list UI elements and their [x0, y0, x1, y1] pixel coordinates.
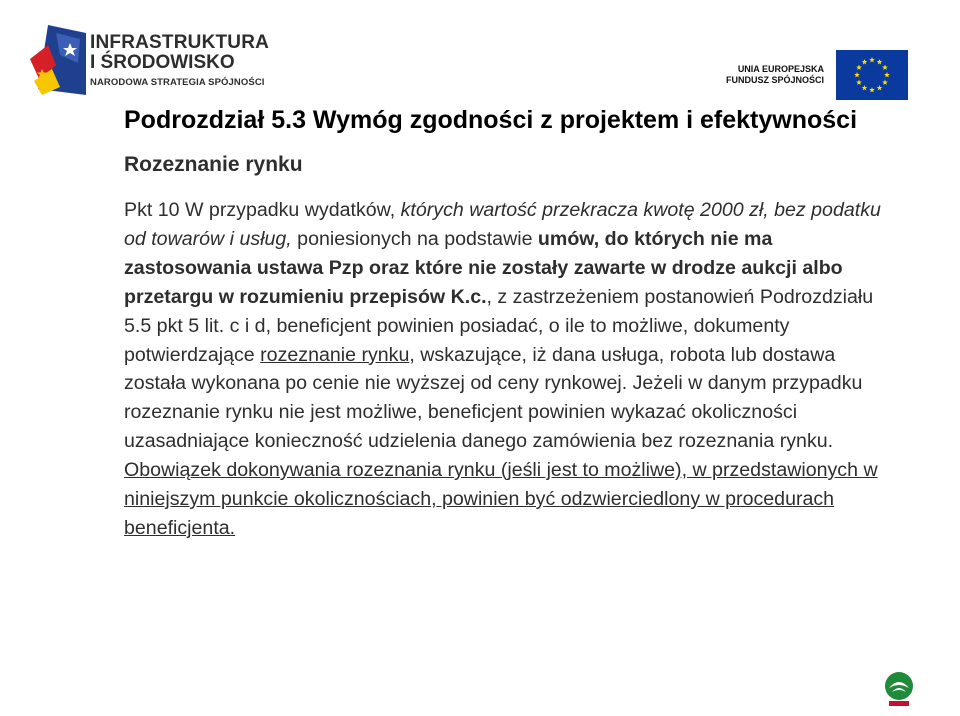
program-logo [30, 22, 270, 98]
body-segment-4: umów, do których nie ma zastosowania ustawa Pzp oraz które nie zostały zawarte w drodze aukcji albo przetargu w rozumieniu przepisów K.c. [124, 227, 843, 308]
logo-line-3: NARODOWA STRATEGIA SPÓJNOŚCI [90, 76, 265, 88]
logo-line-2: I ŚRODOWISKO [90, 51, 235, 73]
body-segment-5: , z zastrzeżeniem postanowień Podrozdziału 5.5 pkt 5 lit. c i d, beneficjent powinien posiadać, o ile to możliwe, dokumenty potwierdzające [124, 285, 874, 366]
slide-subtitle: Rozeznanie rynku [124, 153, 303, 176]
eu-flag-icon [836, 50, 908, 100]
eu-line-2: FUNDUSZ SPÓJNOŚCI [725, 75, 824, 85]
body-segment-8: Obowiązek dokonywania rozeznania rynku (jeśli jest to możliwe), w przedstawionych w niniejszym punkcie okolicznościach, powinien być odzwierciedlony w procedurach beneficjenta. [124, 459, 878, 539]
slide-body [124, 196, 884, 543]
logo-line-1: INFRASTRUKTURA [90, 31, 270, 53]
body-segment-2: których wartość przekracza kwotę 2000 zł, bez podatku od towarów i usług, [124, 199, 881, 250]
body-segment-7: , wskazujące, iż dana usługa, robota lub dostawa została wykonana po cenie nie wyższej od ceny rynkowej. Jeżeli w danym przypadku rozeznanie rynku nie jest możliwe, beneficjent powinien wykazać okoliczności uzasadniające konieczność udzielenia danego zamówienia bez rozeznania rynku. [124, 343, 863, 453]
body-segment-6: rozeznanie rynku [260, 343, 410, 366]
body-segment-3: poniesionych na podstawie [291, 227, 538, 250]
body-segment-1: Pkt 10 W przypadku wydatków, [124, 199, 401, 221]
footer-emblem-icon [883, 670, 915, 708]
infrastruktura-srodowisko-logo-icon [30, 25, 86, 95]
eu-logo [726, 50, 908, 100]
eu-line-1: UNIA EUROPEJSKA [737, 64, 824, 74]
slide-title: Podrozdział 5.3 Wymóg zgodności z projektem i efektywności [124, 106, 858, 134]
